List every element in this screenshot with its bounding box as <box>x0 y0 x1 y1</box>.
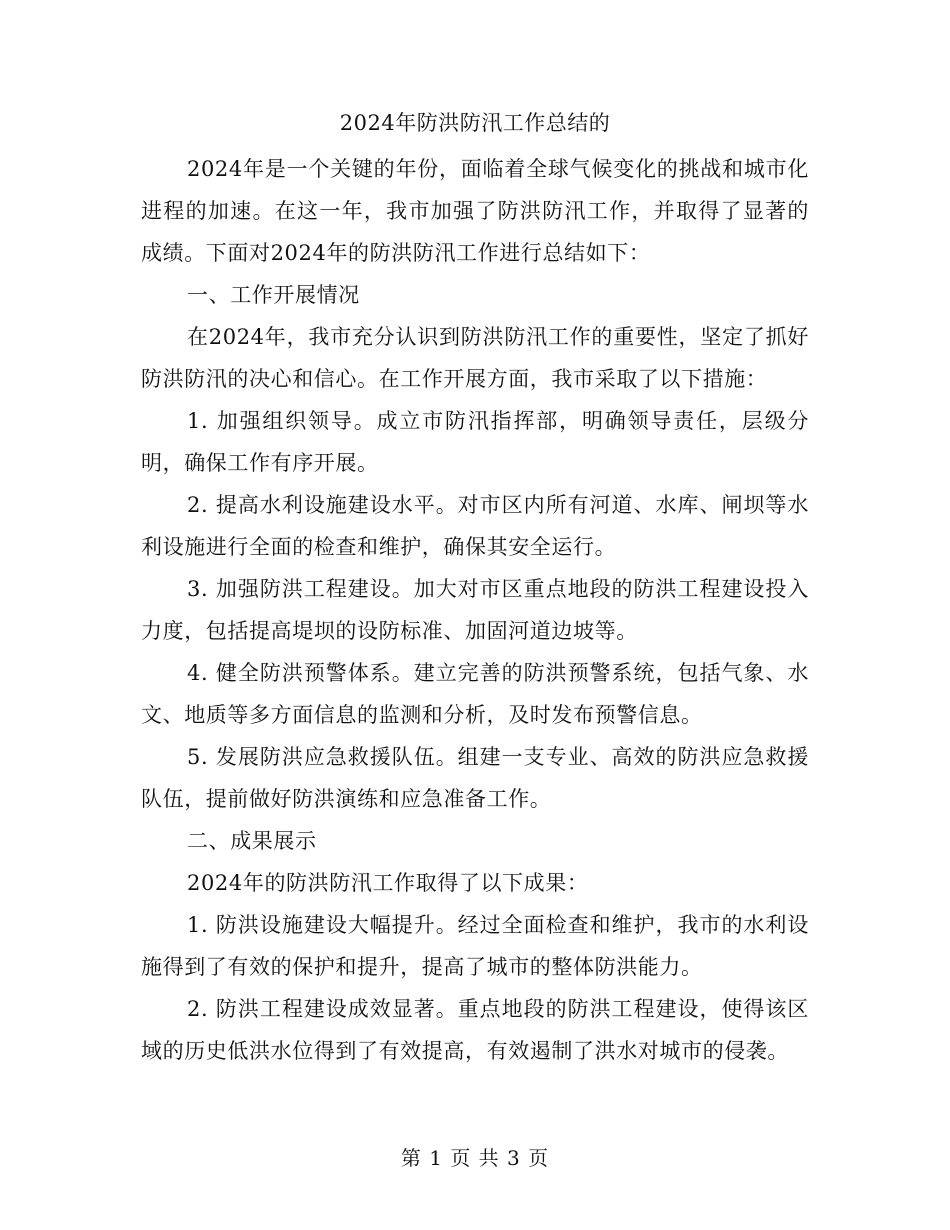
list-item-measure-1: 1. 加强组织领导。成立市防汛指挥部，明确领导责任，层级分明，确保工作有序开展。 <box>141 409 809 475</box>
paragraph-intro: 2024年是一个关键的年份，面临着全球气候变化的挑战和城市化进程的加速。在这一年，我市加强了防洪防汛工作，并取得了显著的成绩。下面对2024年的防洪防汛工作进行总结如下： <box>141 157 809 265</box>
list-item-measure-3: 3. 加强防洪工程建设。加大对市区重点地段的防洪工程建设投入力度，包括提高堤坝的设防标准、加固河道边坡等。 <box>141 577 809 643</box>
list-item-measure-2: 2. 提高水利设施建设水平。对市区内所有河道、水库、闸坝等水利设施进行全面的检查和维护，确保其安全运行。 <box>141 493 809 559</box>
page-number-footer: 第 1 页 共 3 页 <box>400 1146 550 1170</box>
list-item-result-1: 1. 防洪设施建设大幅提升。经过全面检查和维护，我市的水利设施得到了有效的保护和提升，提高了城市的整体防洪能力。 <box>141 913 809 979</box>
paragraph-work-overview: 在2024年，我市充分认识到防洪防汛工作的重要性，坚定了抓好防洪防汛的决心和信心。在工作开展方面，我市采取了以下措施： <box>141 325 809 391</box>
list-item-measure-4: 4. 健全防洪预警体系。建立完善的防洪预警系统，包括气象、水文、地质等多方面信息的监测和分析，及时发布预警信息。 <box>141 661 809 727</box>
section-heading-results: 二、成果展示 <box>187 829 317 853</box>
section-heading-work: 一、工作开展情况 <box>187 283 360 307</box>
paragraph-results-intro: 2024年的防洪防汛工作取得了以下成果： <box>187 871 589 895</box>
list-item-result-2: 2. 防洪工程建设成效显著。重点地段的防洪工程建设，使得该区域的历史低洪水位得到了有效提高，有效遏制了洪水对城市的侵袭。 <box>141 997 809 1063</box>
document-body <box>141 104 809 1072</box>
list-item-measure-5: 5. 发展防洪应急救援队伍。组建一支专业、高效的防洪应急救援队伍，提前做好防洪演练和应急准备工作。 <box>141 745 809 811</box>
document-title: 2024年防洪防汛工作总结的 <box>339 111 611 135</box>
